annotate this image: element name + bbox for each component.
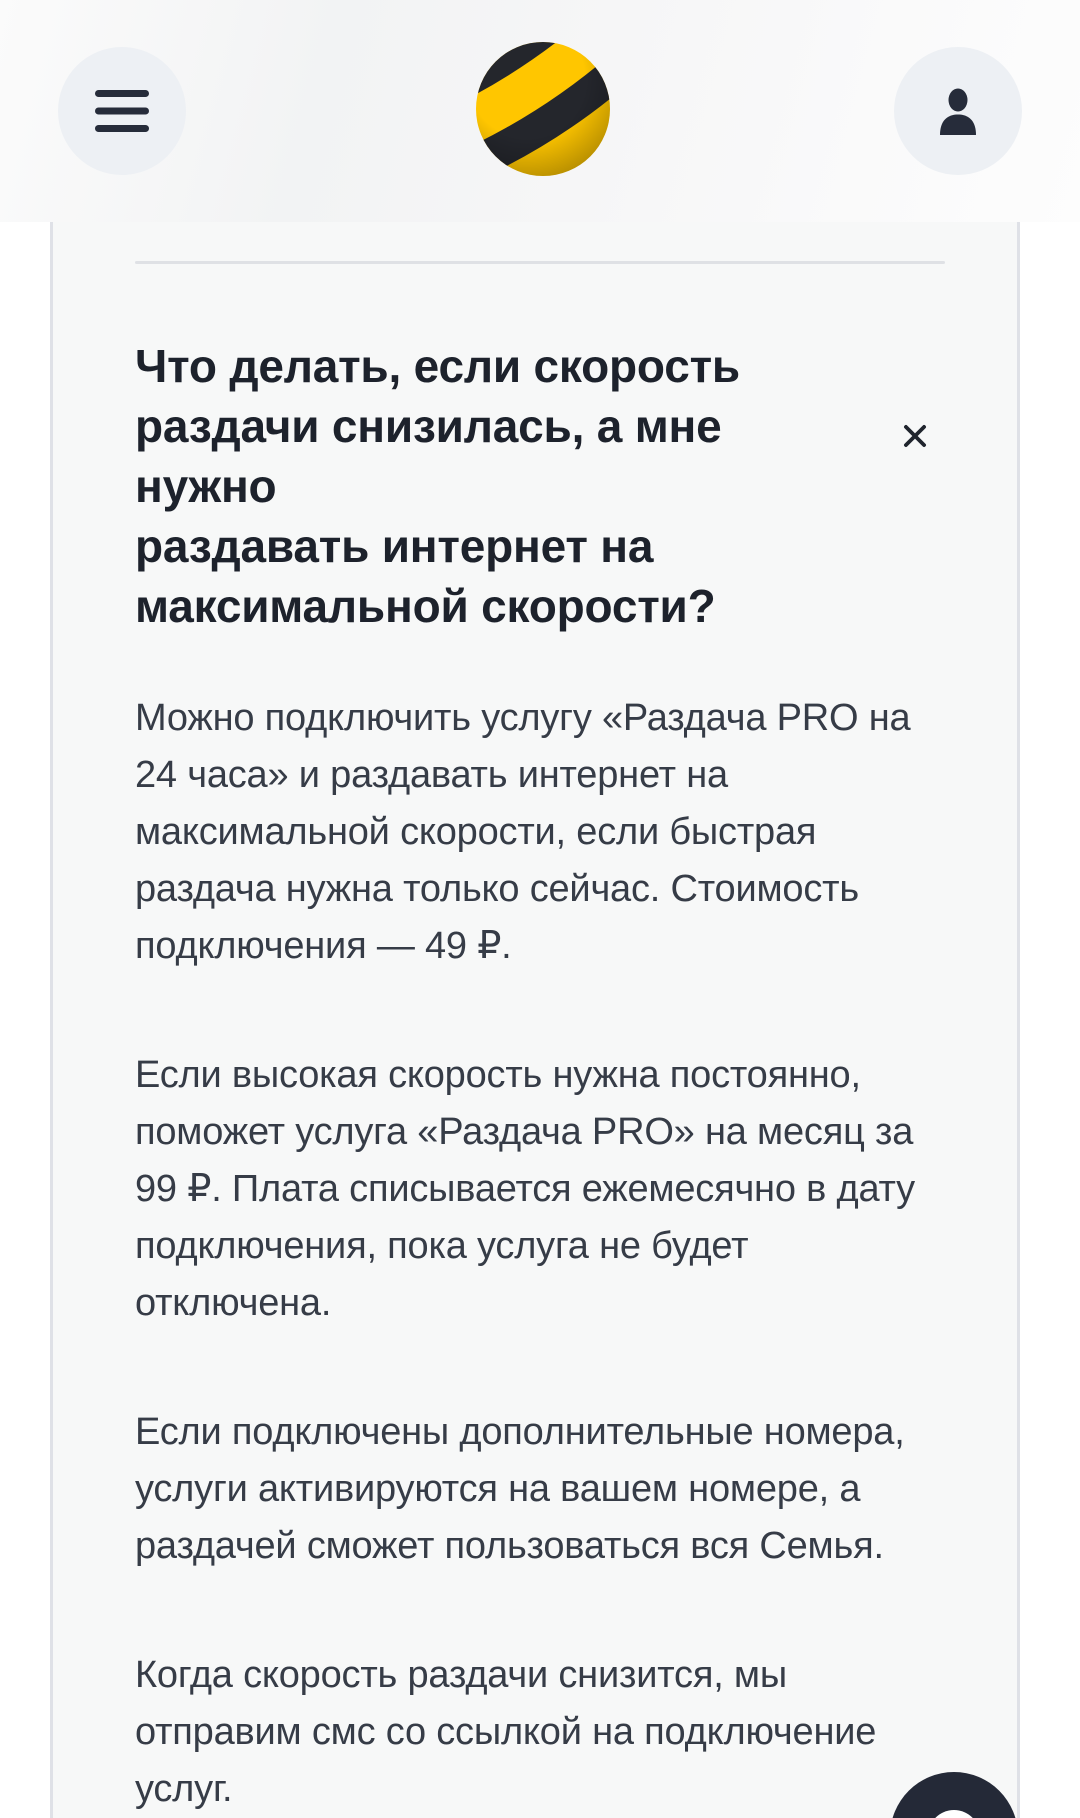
text-line: раздача нужна только сейчас. Стоимость: [135, 868, 859, 910]
text-line: отправим смс со ссылкой на подключение: [135, 1711, 877, 1753]
beeline-logo[interactable]: [475, 41, 611, 177]
profile-button[interactable]: [894, 47, 1022, 175]
text-line: раздавать интернет на: [135, 520, 654, 572]
paragraph: [135, 690, 945, 975]
text-line: Если подключены дополнительные номера,: [135, 1411, 905, 1453]
text-line: Что делать, если скорость: [135, 340, 740, 392]
text-line: Если высокая скорость нужна постоянно,: [135, 1054, 861, 1096]
text-line: 99 ₽. Плата списывается ежемесячно в дату: [135, 1168, 915, 1210]
hamburger-icon: [95, 90, 149, 133]
text-line: услуги активируются на вашем номере, а: [135, 1468, 861, 1510]
text-line: подключения — 49 ₽.: [135, 925, 512, 967]
close-icon: [899, 420, 931, 452]
paragraph: [135, 1647, 945, 1818]
menu-button[interactable]: [58, 47, 186, 175]
text-line: отключена.: [135, 1282, 332, 1324]
faq-modal: [50, 222, 1020, 1818]
close-button[interactable]: [897, 418, 933, 454]
modal-divider: [135, 261, 945, 264]
text-line: услуг.: [135, 1768, 233, 1810]
user-icon: [936, 87, 980, 135]
text-line: 24 часа» и раздавать интернет на: [135, 754, 728, 796]
modal-content: [135, 336, 945, 1818]
text-line: максимальной скорости?: [135, 580, 716, 632]
text-line: раздачи снизилась, а мне нужно: [135, 400, 722, 512]
beeline-sphere-icon: [475, 41, 611, 177]
paragraph: [135, 1047, 945, 1332]
app-header: [0, 0, 1080, 222]
text-line: подключения, пока услуга не будет: [135, 1225, 749, 1267]
paragraph: [135, 1404, 945, 1575]
chat-fab-icon: [928, 1810, 980, 1818]
text-line: Когда скорость раздачи снизится, мы: [135, 1654, 787, 1696]
modal-title: [135, 336, 855, 636]
text-line: Можно подключить услугу «Раздача PRO на: [135, 697, 911, 739]
text-line: раздачей сможет пользоваться вся Семья.: [135, 1525, 884, 1567]
text-line: поможет услуга «Раздача PRO» на месяц за: [135, 1111, 914, 1153]
text-line: максимальной скорости, если быстрая: [135, 811, 817, 853]
